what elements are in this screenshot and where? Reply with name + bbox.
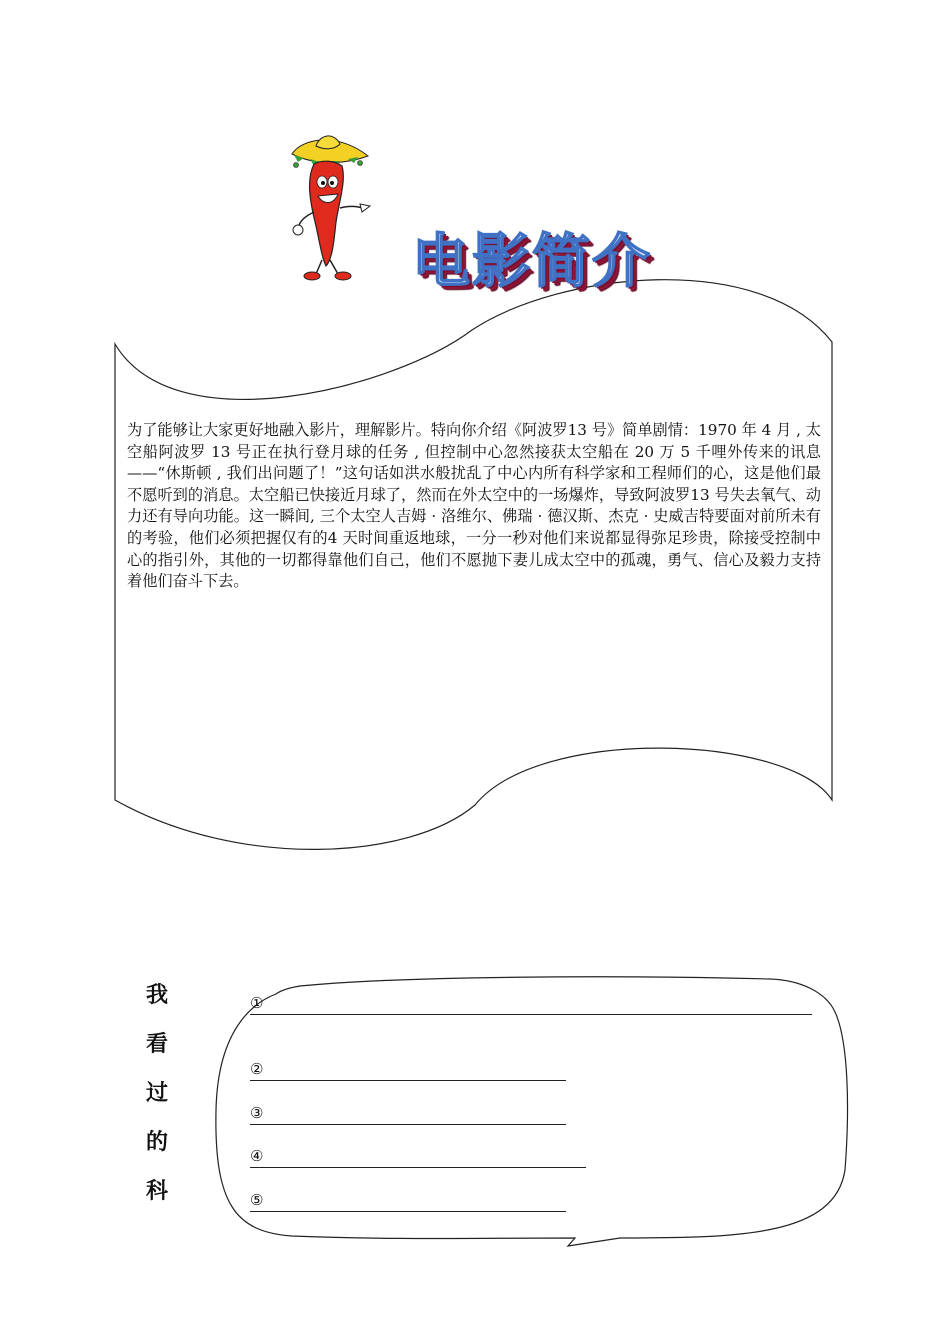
vertical-title-char: 过 [145,1081,168,1106]
vertical-title-char: 我 [145,983,168,1008]
answer-marker: ④ [250,1147,264,1165]
answer-line-3[interactable] [250,1103,566,1125]
vertical-title [138,980,176,1225]
answer-line-1-continuation[interactable] [250,1014,326,1015]
vertical-title-char: 的 [145,1130,168,1155]
answer-marker: ② [250,1060,264,1078]
answer-line-2[interactable] [250,1059,566,1081]
chili-pepper-mascot-icon [286,132,372,282]
answer-line-5[interactable] [250,1190,566,1212]
vertical-title-char: 科 [145,1179,168,1204]
answer-marker: ⑤ [250,1191,264,1209]
vertical-title-char: 看 [145,1032,168,1057]
movie-synopsis-text: 为了能够让大家更好地融入影片，理解影片。特向你介绍《阿波罗13 号》简单剧情：1970 年 4 月 , 太空船阿波罗 13 号正在执行登月球的任务 , 但控制中心忽然接获太空船在 20 万 5 千哩外传来的讯息——“休斯顿 , 我们出问题了！”这句话如洪水般扰乱了中心内所有科学家和工程师们的心，这是他们最不愿听到的消息。太空船已快接近月球了，然而在外太空中的一场爆炸，导致阿波罗13 号失去氧气、动力还有导向功能。这一瞬间, 三个太空人吉姆 · 洛维尔、佛瑞 · 德汉斯、杰克 · 史威吉特要面对前所未有的考验，他们必须把握仅有的4 天时间重返地球，一分一秒对他们来说都显得弥足珍贵，除接受控制中心的指引外，其他的一切都得靠他们自己，他们不愿抛下妻儿成太空中的孤魂，勇气、信心及毅力支持着他们奋斗下去。 [127,421,821,591]
answer-line-4[interactable] [250,1146,586,1168]
answer-marker: ③ [250,1104,264,1122]
page-title: 电影简介 [412,227,653,295]
answer-marker: ① [250,994,264,1012]
answer-line-1[interactable] [250,993,812,1015]
